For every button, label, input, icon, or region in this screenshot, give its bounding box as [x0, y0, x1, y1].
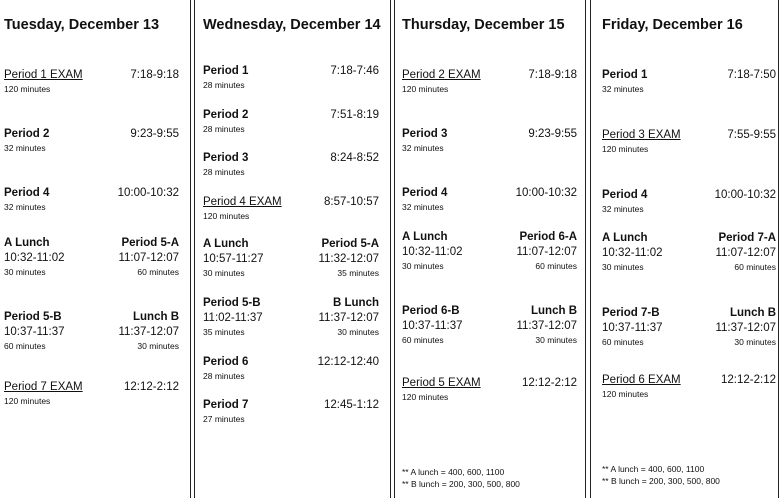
period-row	[402, 304, 577, 319]
schedule-block	[4, 380, 179, 407]
schedule-block	[203, 398, 379, 425]
period-name: Period 5 EXAM	[402, 377, 481, 389]
duration-row	[402, 260, 577, 272]
period-row	[402, 245, 577, 260]
time-range: 7:18-9:18	[528, 69, 577, 81]
schedule-block	[402, 127, 577, 154]
duration-row	[203, 370, 379, 382]
schedule-block	[203, 151, 379, 178]
period-name: Lunch B	[531, 305, 577, 317]
duration-label: 30 minutes	[203, 268, 245, 278]
duration-label: 60 minutes	[602, 337, 644, 347]
period-row	[602, 321, 776, 336]
column-divider	[190, 0, 191, 498]
period-row	[4, 251, 179, 266]
column-divider	[778, 0, 779, 498]
schedule-block	[402, 186, 577, 213]
period-name: Period 7-A	[718, 232, 776, 244]
schedule-block	[4, 68, 179, 95]
time-range: 10:37-11:37	[402, 320, 463, 332]
period-name: Period 6-A	[519, 231, 577, 243]
duration-label: 32 minutes	[402, 202, 444, 212]
period-row	[402, 376, 577, 391]
period-row	[602, 68, 776, 83]
period-row	[402, 186, 577, 201]
period-row	[602, 373, 776, 388]
period-name: Period 4	[602, 189, 648, 201]
schedule-block	[402, 230, 577, 272]
period-name: Period 7-B	[602, 307, 660, 319]
period-name: Period 5-A	[121, 237, 179, 249]
duration-label: 30 minutes	[734, 337, 776, 347]
period-row	[203, 311, 379, 326]
time-range: 12:12-12:40	[317, 356, 379, 368]
period-row	[402, 127, 577, 142]
column-divider	[390, 0, 391, 498]
period-name: Period 7	[203, 399, 249, 411]
duration-row	[4, 395, 179, 407]
column-divider	[590, 0, 591, 498]
duration-label: 35 minutes	[203, 327, 245, 337]
time-range: 10:00-10:32	[714, 189, 776, 201]
period-name: Period 1	[602, 69, 648, 81]
duration-label: 120 minutes	[402, 392, 449, 402]
period-name: Period 3 EXAM	[602, 129, 681, 141]
duration-label: 30 minutes	[402, 261, 444, 271]
period-row	[402, 230, 577, 245]
period-name: Period 2 EXAM	[402, 69, 481, 81]
duration-label: 120 minutes	[602, 144, 649, 154]
duration-label: 120 minutes	[4, 84, 51, 94]
period-name: Period 4	[402, 187, 448, 199]
period-row	[4, 68, 179, 83]
duration-label: 30 minutes	[4, 267, 46, 277]
lunch-note: ** B lunch = 200, 300, 500, 800	[602, 476, 720, 486]
duration-row	[402, 334, 577, 346]
period-name: Period 4 EXAM	[203, 196, 282, 208]
schedule-block	[4, 310, 179, 352]
period-name: A Lunch	[602, 232, 648, 244]
time-range: 7:18-7:50	[727, 69, 776, 81]
period-name: Period 6 EXAM	[602, 374, 681, 386]
period-name: Period 2	[4, 128, 50, 140]
day-title: Tuesday, December 13	[4, 17, 160, 33]
duration-label: 60 minutes	[535, 261, 577, 271]
period-row	[203, 237, 379, 252]
time-range: 11:02-11:37	[203, 312, 263, 324]
duration-label: 28 minutes	[203, 80, 245, 90]
duration-row	[402, 391, 577, 403]
time-range: 7:18-7:46	[330, 65, 379, 77]
duration-row	[203, 210, 379, 222]
schedule-block	[602, 306, 776, 348]
period-name: Period 6	[203, 356, 249, 368]
duration-label: 35 minutes	[337, 268, 379, 278]
duration-label: 60 minutes	[402, 335, 444, 345]
period-name: Period 5-A	[321, 238, 379, 250]
duration-row	[4, 201, 179, 213]
duration-label: 28 minutes	[203, 167, 245, 177]
period-name: Period 5-B	[203, 297, 261, 309]
duration-row	[402, 201, 577, 213]
period-name: Period 3	[402, 128, 448, 140]
duration-row	[4, 266, 179, 278]
time-range: 10:00-10:32	[117, 187, 179, 199]
period-row	[203, 252, 379, 267]
time-range: 10:32-11:02	[402, 246, 463, 258]
duration-label: 120 minutes	[203, 211, 250, 221]
time-range: 10:37-11:37	[4, 326, 65, 338]
schedule-block	[4, 127, 179, 154]
column-divider	[585, 0, 586, 498]
duration-label: 30 minutes	[602, 262, 644, 272]
period-name: Period 6-B	[402, 305, 460, 317]
duration-row	[203, 413, 379, 425]
time-range: 11:37-12:07	[516, 320, 577, 332]
duration-label: 32 minutes	[602, 204, 644, 214]
duration-label: 32 minutes	[4, 143, 46, 153]
duration-label: 30 minutes	[137, 341, 179, 351]
lunch-note: ** A lunch = 400, 600, 1100	[402, 467, 505, 477]
lunch-note: ** A lunch = 400, 600, 1100	[602, 464, 705, 474]
time-range: 11:07-12:07	[118, 252, 179, 264]
duration-row	[602, 143, 776, 155]
time-range: 10:00-10:32	[515, 187, 577, 199]
schedule-block	[402, 304, 577, 346]
day-column-tuesday	[4, 0, 179, 498]
period-row	[203, 151, 379, 166]
time-range: 7:51-8:19	[330, 109, 379, 121]
duration-row	[602, 203, 776, 215]
duration-row	[203, 267, 379, 279]
time-range: 12:12-2:12	[721, 374, 776, 386]
period-row	[4, 325, 179, 340]
period-name: Lunch B	[730, 307, 776, 319]
time-range: 8:24-8:52	[330, 152, 379, 164]
period-name: Period 5-B	[4, 311, 62, 323]
period-name: Period 4	[4, 187, 50, 199]
period-name: Period 1	[203, 65, 249, 77]
day-title: Thursday, December 15	[402, 17, 565, 33]
schedule-block	[602, 68, 776, 95]
schedule-block	[402, 68, 577, 95]
duration-row	[203, 79, 379, 91]
duration-row	[402, 83, 577, 95]
column-divider	[394, 0, 395, 498]
period-row	[602, 128, 776, 143]
time-range: 10:37-11:37	[602, 322, 663, 334]
duration-label: 120 minutes	[402, 84, 449, 94]
duration-label: 32 minutes	[402, 143, 444, 153]
schedule-block	[203, 64, 379, 91]
duration-label: 32 minutes	[602, 84, 644, 94]
period-row	[402, 68, 577, 83]
time-range: 10:32-11:02	[602, 247, 663, 259]
duration-label: 120 minutes	[4, 396, 51, 406]
time-range: 12:45-1:12	[324, 399, 379, 411]
period-name: Period 2	[203, 109, 249, 121]
duration-label: 30 minutes	[535, 335, 577, 345]
column-divider	[194, 0, 195, 498]
day-column-friday	[602, 0, 776, 498]
day-column-thursday	[402, 0, 577, 498]
time-range: 11:37-12:07	[118, 326, 179, 338]
time-range: 11:07-12:07	[715, 247, 776, 259]
period-row	[203, 296, 379, 311]
time-range: 11:37-12:07	[715, 322, 776, 334]
duration-row	[602, 336, 776, 348]
day-title: Friday, December 16	[602, 17, 743, 33]
duration-label: 27 minutes	[203, 414, 245, 424]
time-range: 11:32-12:07	[318, 253, 379, 265]
time-range: 9:23-9:55	[528, 128, 577, 140]
schedule-block	[203, 237, 379, 279]
schedule-block	[602, 373, 776, 400]
schedule-block	[602, 231, 776, 273]
period-name: A Lunch	[402, 231, 448, 243]
schedule-block	[602, 128, 776, 155]
period-name: A Lunch	[203, 238, 249, 250]
time-range: 10:57-11:27	[203, 253, 264, 265]
period-row	[203, 108, 379, 123]
period-row	[4, 380, 179, 395]
period-name: Period 7 EXAM	[4, 381, 83, 393]
duration-label: 32 minutes	[4, 202, 46, 212]
period-row	[203, 64, 379, 79]
period-row	[602, 188, 776, 203]
schedule-block	[203, 296, 379, 338]
time-range: 7:55-9:55	[727, 129, 776, 141]
period-row	[4, 127, 179, 142]
period-name: Lunch B	[133, 311, 179, 323]
period-row	[602, 246, 776, 261]
period-row	[4, 310, 179, 325]
time-range: 8:57-10:57	[324, 196, 379, 208]
period-name: B Lunch	[333, 297, 379, 309]
period-row	[602, 306, 776, 321]
schedule-block	[203, 195, 379, 222]
duration-row	[203, 326, 379, 338]
time-range: 11:37-12:07	[318, 312, 379, 324]
period-row	[4, 236, 179, 251]
duration-label: 120 minutes	[602, 389, 649, 399]
duration-row	[203, 123, 379, 135]
time-range: 11:07-12:07	[516, 246, 577, 258]
duration-label: 28 minutes	[203, 124, 245, 134]
duration-label: 60 minutes	[734, 262, 776, 272]
schedule-block	[203, 355, 379, 382]
duration-row	[4, 83, 179, 95]
day-column-wednesday	[203, 0, 379, 498]
time-range: 12:12-2:12	[124, 381, 179, 393]
schedule-block	[602, 188, 776, 215]
lunch-note: ** B lunch = 200, 300, 500, 800	[402, 479, 520, 489]
period-row	[203, 398, 379, 413]
duration-row	[4, 340, 179, 352]
duration-row	[402, 142, 577, 154]
schedule-block	[4, 236, 179, 278]
day-title: Wednesday, December 14	[203, 17, 381, 33]
duration-row	[602, 83, 776, 95]
period-row	[203, 195, 379, 210]
time-range: 7:18-9:18	[130, 69, 179, 81]
time-range: 9:23-9:55	[130, 128, 179, 140]
period-name: A Lunch	[4, 237, 50, 249]
period-name: Period 1 EXAM	[4, 69, 83, 81]
period-row	[602, 231, 776, 246]
period-name: Period 3	[203, 152, 249, 164]
time-range: 12:12-2:12	[522, 377, 577, 389]
duration-row	[4, 142, 179, 154]
duration-label: 60 minutes	[4, 341, 46, 351]
schedule-block	[4, 186, 179, 213]
duration-label: 60 minutes	[137, 267, 179, 277]
duration-row	[602, 388, 776, 400]
period-row	[402, 319, 577, 334]
duration-row	[203, 166, 379, 178]
schedule-block	[402, 376, 577, 403]
schedule-block	[203, 108, 379, 135]
duration-row	[602, 261, 776, 273]
time-range: 10:32-11:02	[4, 252, 65, 264]
period-row	[4, 186, 179, 201]
duration-label: 28 minutes	[203, 371, 245, 381]
duration-label: 30 minutes	[337, 327, 379, 337]
period-row	[203, 355, 379, 370]
